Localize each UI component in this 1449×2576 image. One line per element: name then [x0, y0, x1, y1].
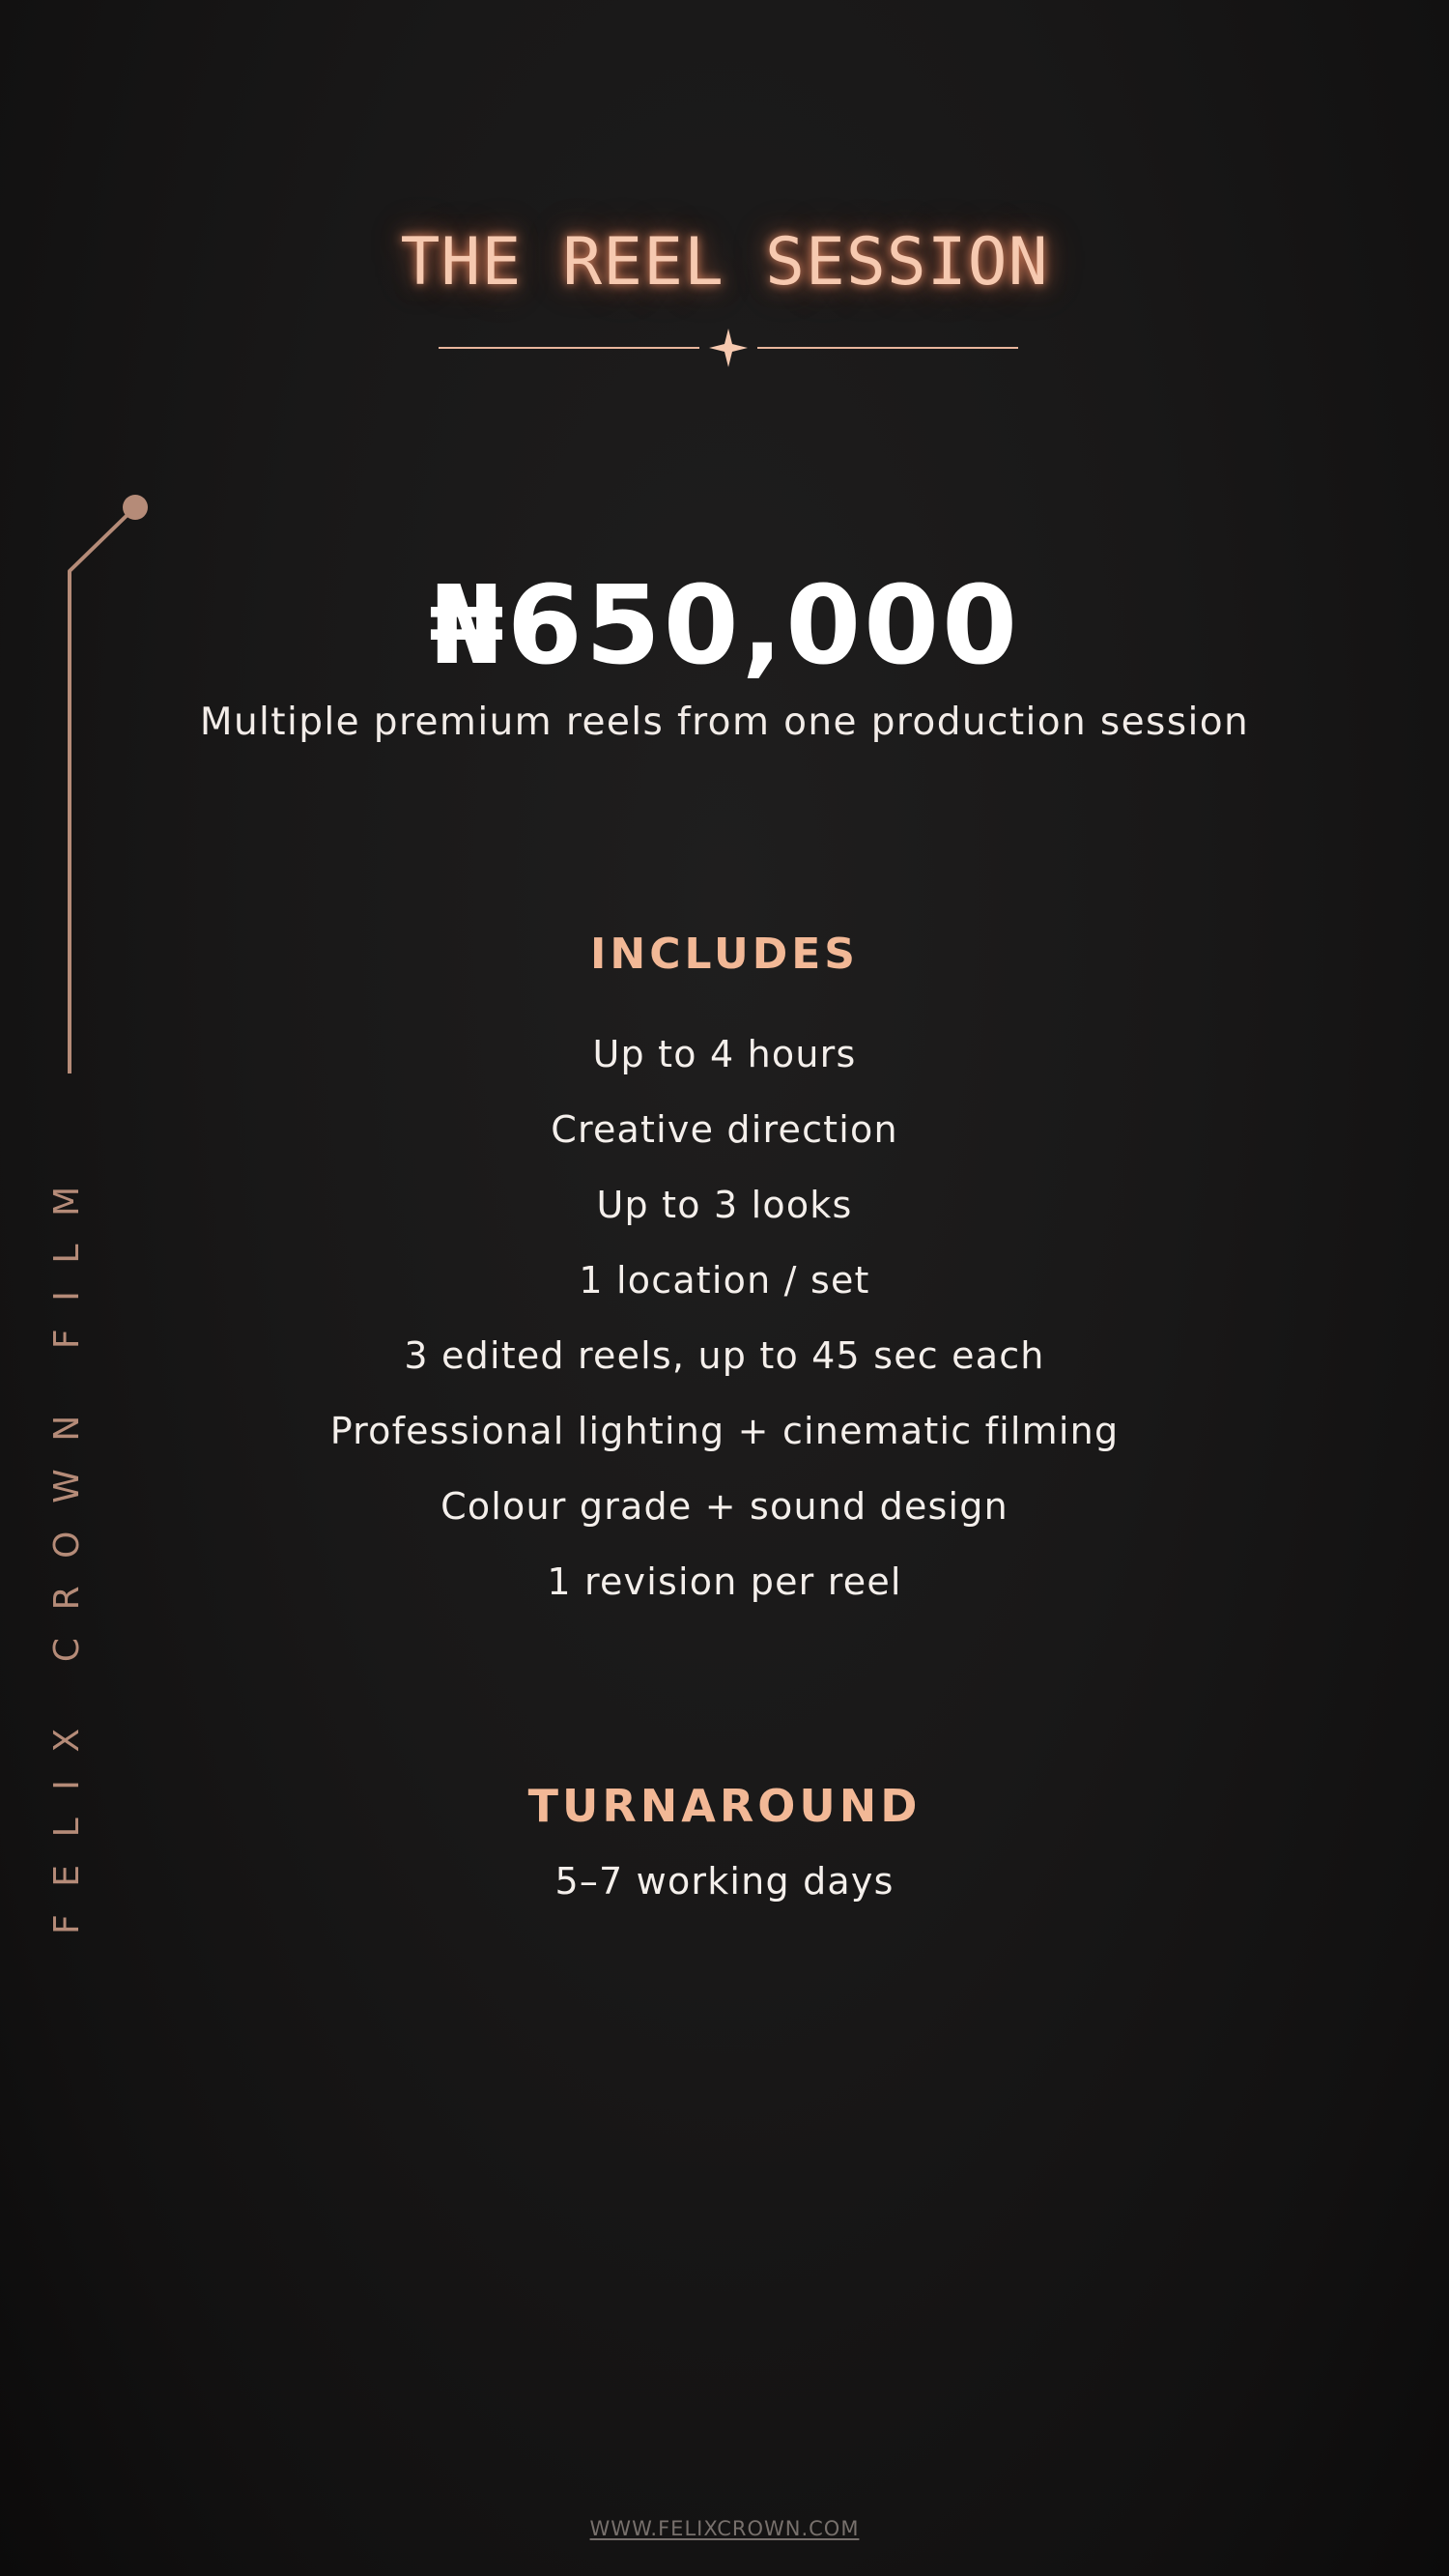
list-item: Professional lighting + cinematic filming [329, 1410, 1120, 1452]
turnaround-heading: TURNAROUND [527, 1780, 922, 1832]
list-item: 1 revision per reel [547, 1560, 902, 1603]
page-title: THE REEL SESSION [400, 224, 1049, 301]
list-item: Up to 3 looks [596, 1184, 853, 1226]
price-amount: ₦650,000 [428, 563, 1021, 689]
list-item: Colour grade + sound design [440, 1485, 1009, 1528]
title-divider [439, 327, 1018, 369]
list-item: Creative direction [551, 1108, 898, 1151]
turnaround-value: 5–7 working days [554, 1860, 895, 1903]
sparkle-star-icon [709, 329, 748, 367]
website-link[interactable]: WWW.FELIXCROWN.COM [589, 2517, 860, 2540]
brand-name-vertical: FELIX CROWN FILM [47, 1159, 87, 1934]
price-tagline: Multiple premium reels from one production session [199, 701, 1250, 744]
list-item: 3 edited reels, up to 45 sec each [404, 1334, 1045, 1377]
includes-list [0, 1026, 1449, 1629]
list-item: 1 location / set [579, 1259, 870, 1302]
includes-heading: INCLUDES [590, 930, 859, 979]
list-item: Up to 4 hours [592, 1033, 857, 1075]
